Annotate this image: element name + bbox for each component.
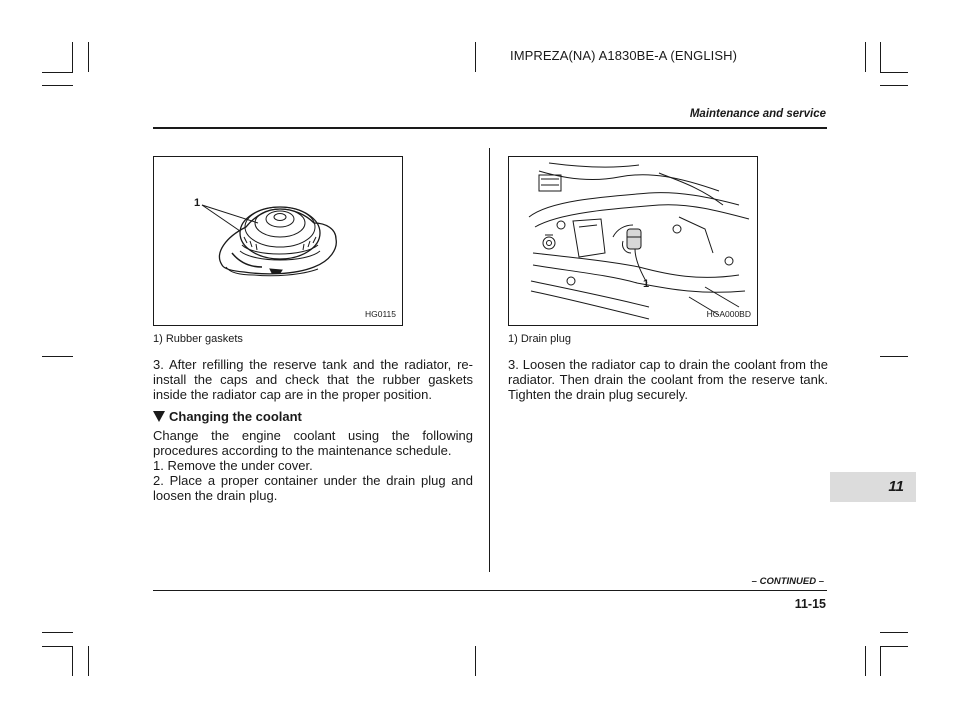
heading-text: Changing the coolant — [169, 409, 302, 424]
left-step-1: 1. Remove the under cover. — [153, 458, 313, 473]
right-figure-caption: 1) Drain plug — [508, 333, 571, 345]
right-step-3: 3. Loosen the radiator cap to drain the coolant from the radiator. Then drain the coolant from the reserve tank. Tighten the drain plug securely. — [508, 357, 828, 402]
figure-code: HGA000BD — [706, 309, 751, 319]
header-rule — [153, 127, 827, 129]
left-figure-caption: 1) Rubber gaskets — [153, 333, 243, 345]
drain-plug-figure — [508, 156, 758, 326]
continued-label: – CONTINUED – — [751, 576, 824, 587]
footer-rule — [153, 590, 827, 591]
left-intro: Change the engine coolant using the following procedures according to the maintenance schedule. — [153, 428, 473, 458]
callout-1: 1 — [194, 197, 201, 209]
left-step-3: 3. After refilling the reserve tank and the radiator, re-install the caps and check that the rubber gaskets inside the radiator cap are in the proper position. — [153, 357, 473, 402]
section-title: Maintenance and service — [689, 108, 826, 120]
radiator-cap-figure — [153, 156, 403, 326]
column-divider — [489, 148, 490, 572]
callout-1: 1 — [643, 278, 650, 290]
radiator-cap-illustration — [154, 157, 402, 325]
changing-coolant-heading — [153, 409, 302, 424]
left-step-2: 2. Place a proper container under the drain plug and loosen the drain plug. — [153, 473, 473, 503]
chapter-tab — [830, 472, 916, 502]
figure-code: HG0115 — [364, 309, 396, 319]
drain-plug-illustration — [509, 157, 757, 325]
chapter-number: 11 — [888, 478, 904, 495]
document-id: IMPREZA(NA) A1830BE-A (ENGLISH) — [510, 48, 738, 63]
page-number: 11-15 — [794, 597, 826, 611]
triangle-bullet-icon — [153, 411, 165, 422]
